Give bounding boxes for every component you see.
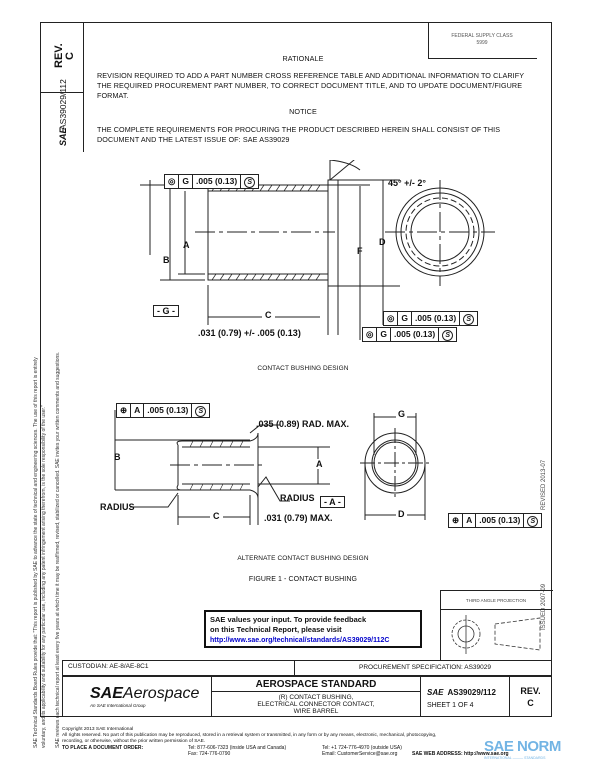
- dim-g: G: [398, 409, 406, 419]
- doc-logo: SAE: [427, 688, 444, 697]
- custodian: CUSTODIAN: AE-8/AE-8C1: [68, 663, 149, 670]
- footer-web[interactable]: SAE WEB ADDRESS: http://www.sae.org: [412, 751, 509, 757]
- sae-norm-watermark: SAE NORM INTERNATIONAL ——— STANDARDS: [484, 738, 561, 760]
- feedback-line-2: on this Technical Report, please visit: [210, 625, 342, 634]
- fcf-position-right: [448, 513, 542, 528]
- rfs-icon: S: [195, 406, 206, 417]
- title-line-1: (R) CONTACT BUSHING,: [278, 694, 354, 701]
- title-line-2: ELECTRICAL CONNECTOR CONTACT,: [257, 701, 375, 708]
- footer-tel-us: Tel: 877-606-7323 (inside USA and Canada): [188, 745, 287, 751]
- fcf-datum: A: [463, 514, 476, 527]
- side-rev-label: REV.: [53, 43, 65, 68]
- dim-f: F: [357, 246, 363, 256]
- dim-d: D: [379, 237, 386, 247]
- third-angle-projection-icon: [445, 612, 545, 658]
- watermark-sub2: STANDARDS: [524, 756, 546, 760]
- footer-email: Email: CustomerService@sae.org: [322, 751, 398, 757]
- fcf-datum: G: [377, 328, 391, 341]
- fcf-position-top: [116, 403, 210, 418]
- notice-heading: NOTICE: [289, 107, 317, 116]
- title-line-3: WIRE BARREL: [293, 708, 339, 715]
- rationale-text: REVISION REQUIRED TO ADD A PART NUMBER CROSS REFERENCE TABLE AND ADDITIONAL INFORMATION TO CLARIFY THE REQUIRED PROCUREMENT PART NUMBER, TO CORRECT DOCUMENT TITLE, AND TO UPDATE DOCUMENT/FIGURE FORMAT.: [97, 71, 525, 100]
- footer-fax: Fax: 724-776-0790: [188, 751, 231, 757]
- disclaimer-line-3: SAE reviews each technical report at least every five years at which time it may be reaffirmed, revised, stabilized or cancelled. SAE invites your written comments and suggestions.: [55, 351, 61, 748]
- length-dim2: .031 (0.79) MAX.: [264, 513, 333, 523]
- radius-left: RADIUS: [100, 502, 135, 512]
- rfs-icon: S: [244, 177, 255, 188]
- dim-d2: D: [398, 509, 405, 519]
- dim-c2: C: [210, 511, 223, 521]
- rfs-icon: S: [527, 516, 538, 527]
- rfs-icon: S: [463, 314, 474, 325]
- sheet-number: SHEET 1 OF 4: [427, 702, 474, 709]
- footer-rights-2: recording, or otherwise, without the prior written permission of SAE.: [62, 739, 206, 744]
- rad-note: .035 (0.89) RAD. MAX.: [256, 419, 350, 429]
- notice-text: THE COMPLETE REQUIREMENTS FOR PROCURING THE PRODUCT DESCRIBED HEREIN SHALL CONSIST OF THIS DOCUMENT AND THE LATEST ISSUE OF: SAE AS39029: [97, 125, 501, 144]
- side-logo: SAE: [58, 127, 68, 146]
- concentricity-icon: ◎: [165, 175, 179, 188]
- footer-tel-intl: Tel: +1 724-776-4970 (outside USA): [322, 745, 402, 751]
- rev-label: REV.: [520, 686, 541, 696]
- dim-a: A: [183, 240, 190, 250]
- concentricity-icon: ◎: [384, 312, 398, 325]
- radius-right: RADIUS: [280, 493, 315, 503]
- datum-a: - A -: [320, 496, 345, 508]
- feedback-line-1: SAE values your input. To provide feedback: [210, 615, 367, 624]
- position-icon: ⊕: [449, 514, 463, 527]
- rev-cell: [509, 676, 552, 717]
- footer-rights: All rights reserved. No part of this publication may be reproduced, stored in a retrieval system or transmitted, in any form or by any means, electronic, mechanical, photocopying,: [62, 733, 437, 738]
- drawing2-caption: ALTERNATE CONTACT BUSHING DESIGN: [237, 555, 369, 562]
- fcf-tolerance: .005 (0.13): [391, 328, 439, 341]
- watermark-sub1: INTERNATIONAL: [484, 756, 512, 760]
- logo-aerospace: Aerospace: [122, 685, 200, 702]
- fcf-concentricity-top: [164, 174, 259, 189]
- angle-dim: 45° +/- 2°: [388, 178, 426, 188]
- feedback-box: [204, 610, 422, 648]
- issued-date: ISSUED 2007-09: [541, 583, 547, 630]
- rev-value: C: [527, 698, 534, 708]
- position-icon: ⊕: [117, 404, 131, 417]
- watermark-text: SAE NORM: [484, 738, 561, 755]
- logo-sae: SAE: [90, 685, 123, 702]
- side-rev-value: C: [64, 52, 76, 60]
- disclaimer-line-2: voluntary, and its applicability and suitability for any particular use, including any patent infringement arising therefrom, is the sole responsibility of the user.": [41, 405, 47, 748]
- doc-number: [427, 688, 496, 697]
- footer-order-label: TO PLACE A DOCUMENT ORDER:: [62, 745, 144, 751]
- length-dim: .031 (0.79) +/- .005 (0.13): [198, 328, 301, 338]
- figure-caption: FIGURE 1 - CONTACT BUSHING: [248, 576, 358, 583]
- footer-copyright: Copyright 2013 SAE International: [62, 727, 134, 732]
- dim-b2: B: [114, 452, 121, 462]
- fcf-datum: G: [179, 175, 193, 188]
- procurement: PROCUREMENT SPECIFICATION: AS39029: [359, 664, 491, 671]
- dim-a2: A: [316, 459, 323, 469]
- logo-subtitle: An SAE International Group: [90, 703, 146, 708]
- fcf-concentricity-right2: [362, 327, 457, 342]
- rfs-icon: S: [442, 330, 453, 341]
- feedback-link[interactable]: http://www.sae.org/technical/standards/AS39029/112C: [210, 637, 390, 644]
- projection-divider: [440, 609, 552, 610]
- doc-number-text: AS39029/112: [447, 688, 496, 697]
- fsc-label: FEDERAL SUPPLY CLASS: [451, 33, 513, 39]
- fcf-concentricity-right1: [383, 311, 478, 326]
- sae-aerospace-logo: [90, 685, 199, 708]
- fcf-tolerance: .005 (0.13): [193, 175, 241, 188]
- fsc-value: 5999: [476, 40, 488, 46]
- fcf-datum: G: [398, 312, 412, 325]
- drawing1-caption: CONTACT BUSHING DESIGN: [257, 365, 349, 372]
- dim-c: C: [262, 310, 275, 320]
- datum-g: - G -: [153, 305, 179, 317]
- concentricity-icon: ◎: [363, 328, 377, 341]
- projection-label: THIRD ANGLE PROJECTION: [465, 598, 527, 603]
- fcf-tolerance: .005 (0.13): [144, 404, 192, 417]
- fcf-tolerance: .005 (0.13): [476, 514, 524, 527]
- fcf-tolerance: .005 (0.13): [412, 312, 460, 325]
- revised-date: REVISED 2013-07: [541, 459, 547, 510]
- dim-b: B: [163, 255, 170, 265]
- disclaimer-line-1: SAE Technical Standards Board Rules provide that: "This report is published by SAE to advance the state of technical and engineering sciences. The use of this report is entirely: [33, 357, 39, 748]
- standard-heading: AEROSPACE STANDARD: [211, 679, 421, 692]
- side-doc-number: AS39029/112: [58, 79, 68, 130]
- rationale-heading: RATIONALE: [282, 54, 324, 63]
- fcf-datum: A: [131, 404, 144, 417]
